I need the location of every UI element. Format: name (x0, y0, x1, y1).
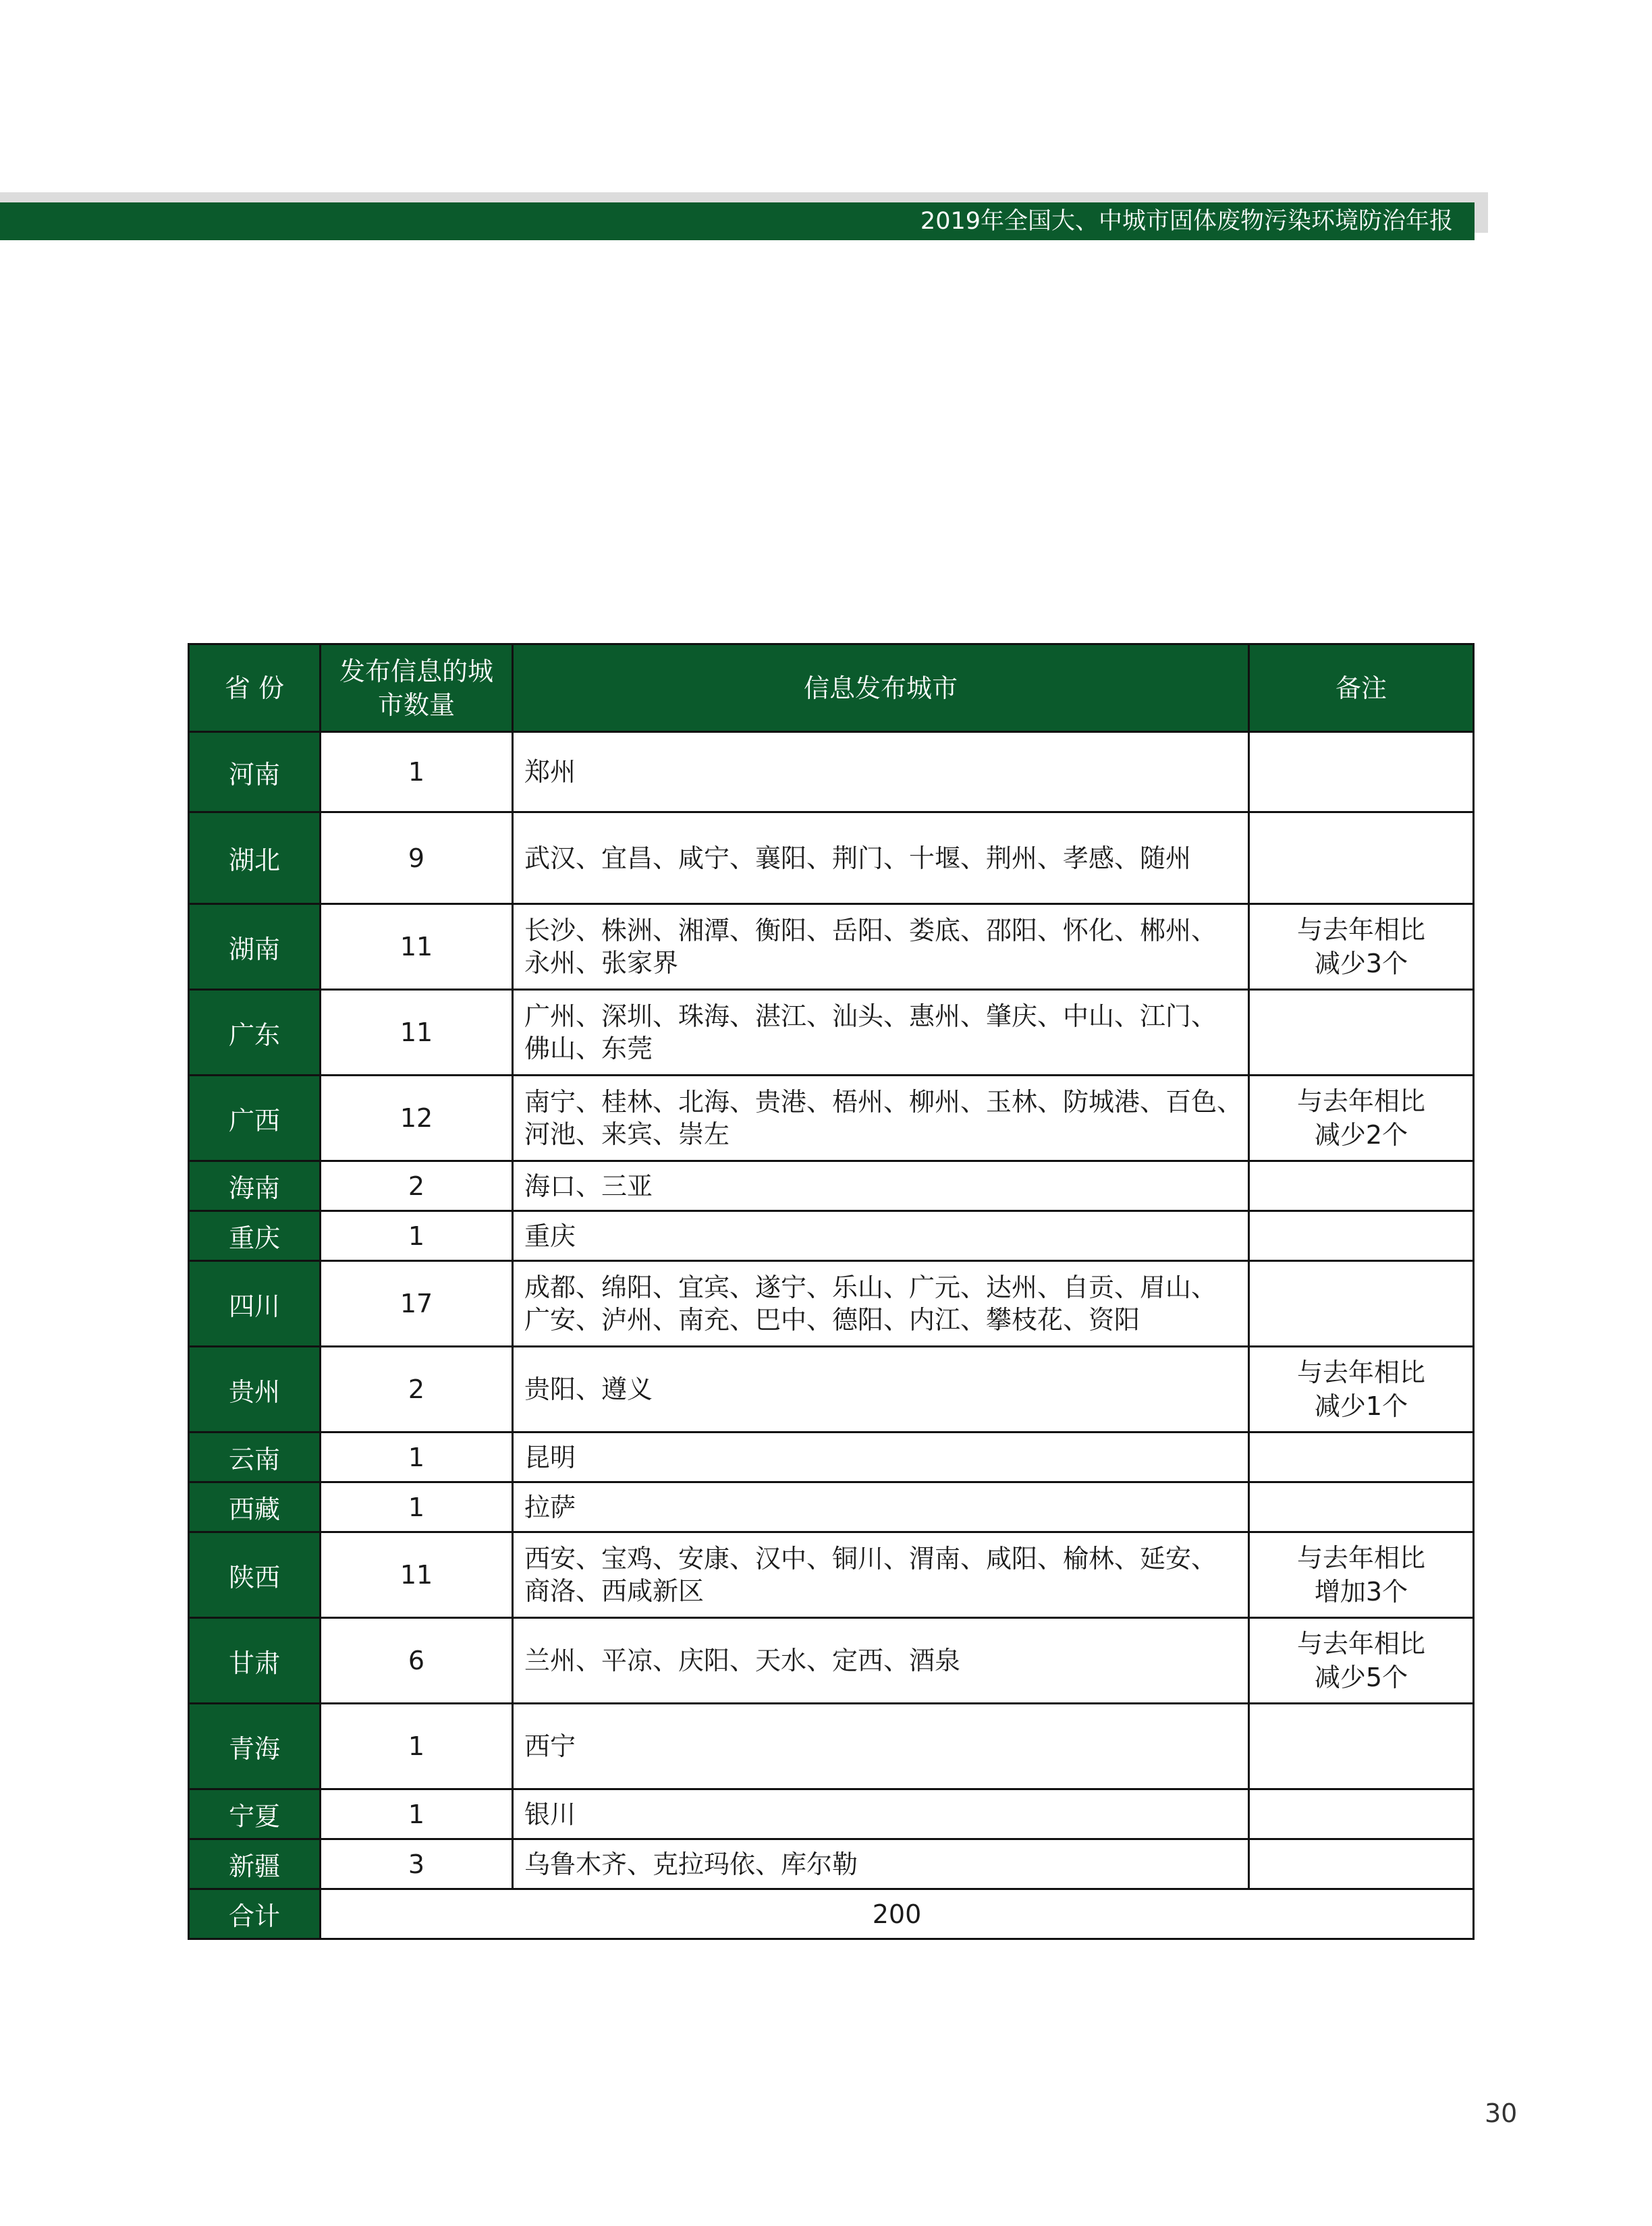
count-cell: 3 (321, 1839, 513, 1889)
cities-cell: 昆明 (513, 1432, 1249, 1482)
province-cell: 湖南 (189, 904, 321, 990)
cities-cell: 成都、绵阳、宜宾、遂宁、乐山、广元、达州、自贡、眉山、 广安、泸州、南充、巴中、德阳、内江、攀枝花、资阳 (513, 1261, 1249, 1347)
table-row (189, 1347, 1474, 1432)
note-cell (1249, 1261, 1474, 1347)
cities-cell: 贵阳、遵义 (513, 1347, 1249, 1432)
cities-cell: 武汉、宜昌、咸宁、襄阳、荆门、十堰、荆州、孝感、随州 (513, 812, 1249, 904)
province-cell: 贵州 (189, 1347, 321, 1432)
cities-cell: 海口、三亚 (513, 1161, 1249, 1211)
note-cell (1249, 990, 1474, 1076)
table-row (189, 1482, 1474, 1532)
count-cell: 17 (321, 1261, 513, 1347)
count-cell: 2 (321, 1161, 513, 1211)
count-cell: 12 (321, 1076, 513, 1161)
table-row (189, 1789, 1474, 1839)
count-cell: 1 (321, 1704, 513, 1789)
table-row (189, 812, 1474, 904)
note-cell (1249, 1482, 1474, 1532)
province-cell: 广西 (189, 1076, 321, 1161)
cities-cell: 乌鲁木齐、克拉玛依、库尔勒 (513, 1839, 1249, 1889)
table-row (189, 1532, 1474, 1618)
table-header-row (189, 644, 1474, 732)
province-cell: 云南 (189, 1432, 321, 1482)
province-cell: 宁夏 (189, 1789, 321, 1839)
count-cell: 1 (321, 1211, 513, 1261)
note-cell: 与去年相比 增加3个 (1249, 1532, 1474, 1618)
table-row (189, 904, 1474, 990)
count-cell: 6 (321, 1618, 513, 1704)
column-header-cities: 信息发布城市 (513, 644, 1249, 732)
province-cell: 重庆 (189, 1211, 321, 1261)
column-header-count: 发布信息的城 市数量 (321, 644, 513, 732)
table-row (189, 990, 1474, 1076)
note-cell: 与去年相比 减少5个 (1249, 1618, 1474, 1704)
table-row (189, 732, 1474, 812)
province-cell: 甘肃 (189, 1618, 321, 1704)
cities-cell: 长沙、株洲、湘潭、衡阳、岳阳、娄底、邵阳、怀化、郴州、 永州、张家界 (513, 904, 1249, 990)
province-cell: 西藏 (189, 1482, 321, 1532)
note-cell (1249, 1161, 1474, 1211)
total-row (189, 1889, 1474, 1939)
count-cell: 1 (321, 732, 513, 812)
table-row (189, 1704, 1474, 1789)
table-row (189, 1161, 1474, 1211)
table-row (189, 1432, 1474, 1482)
note-cell: 与去年相比 减少3个 (1249, 904, 1474, 990)
report-title: 2019年全国大、中城市固体废物污染环境防治年报 (920, 208, 1453, 235)
note-cell (1249, 812, 1474, 904)
note-cell (1249, 1704, 1474, 1789)
cities-cell: 郑州 (513, 732, 1249, 812)
count-cell: 1 (321, 1482, 513, 1532)
province-cell: 广东 (189, 990, 321, 1076)
cities-cell: 西安、宝鸡、安康、汉中、铜川、渭南、咸阳、榆林、延安、 商洛、西咸新区 (513, 1532, 1249, 1618)
province-cell: 海南 (189, 1161, 321, 1211)
province-cell: 湖北 (189, 812, 321, 904)
note-cell (1249, 1789, 1474, 1839)
province-cell: 青海 (189, 1704, 321, 1789)
count-cell: 2 (321, 1347, 513, 1432)
note-cell: 与去年相比 减少1个 (1249, 1347, 1474, 1432)
province-cell: 新疆 (189, 1839, 321, 1889)
table-row (189, 1261, 1474, 1347)
total-value-cell: 200 (321, 1889, 1474, 1939)
column-header-province: 省 份 (189, 644, 321, 732)
cities-cell: 西宁 (513, 1704, 1249, 1789)
count-cell: 11 (321, 904, 513, 990)
count-cell: 11 (321, 990, 513, 1076)
province-cell: 河南 (189, 732, 321, 812)
count-cell: 1 (321, 1432, 513, 1482)
cities-cell: 南宁、桂林、北海、贵港、梧州、柳州、玉林、防城港、百色、 河池、来宾、崇左 (513, 1076, 1249, 1161)
table-row (189, 1211, 1474, 1261)
cities-cell: 广州、深圳、珠海、湛江、汕头、惠州、肇庆、中山、江门、 佛山、东莞 (513, 990, 1249, 1076)
note-cell: 与去年相比 减少2个 (1249, 1076, 1474, 1161)
cities-cell: 兰州、平凉、庆阳、天水、定西、酒泉 (513, 1618, 1249, 1704)
note-cell (1249, 732, 1474, 812)
total-label-cell: 合计 (189, 1889, 321, 1939)
count-cell: 9 (321, 812, 513, 904)
cities-cell: 重庆 (513, 1211, 1249, 1261)
table-row (189, 1076, 1474, 1161)
page-number: 30 (1485, 2098, 1518, 2128)
count-cell: 1 (321, 1789, 513, 1839)
province-cell: 陕西 (189, 1532, 321, 1618)
note-cell (1249, 1839, 1474, 1889)
table-row (189, 1618, 1474, 1704)
city-info-table (188, 643, 1475, 1940)
note-cell (1249, 1432, 1474, 1482)
report-title-bar (0, 202, 1475, 240)
province-cell: 四川 (189, 1261, 321, 1347)
count-cell: 11 (321, 1532, 513, 1618)
note-cell (1249, 1211, 1474, 1261)
cities-cell: 银川 (513, 1789, 1249, 1839)
table-row (189, 1839, 1474, 1889)
column-header-note: 备注 (1249, 644, 1474, 732)
cities-cell: 拉萨 (513, 1482, 1249, 1532)
